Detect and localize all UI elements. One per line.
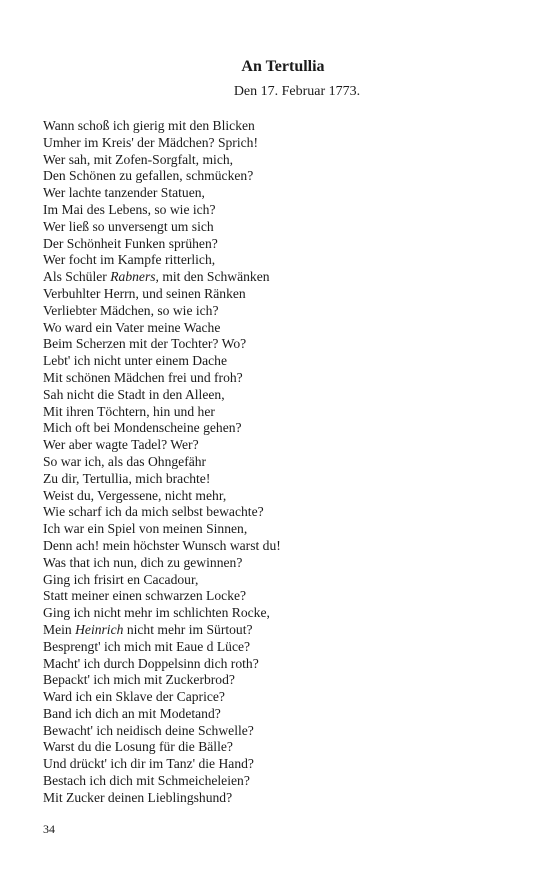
poem-line: Zu dir, Tertullia, mich brachte! (43, 470, 211, 486)
poem-line: Und drückt' ich dir im Tanz' die Hand? (43, 756, 254, 772)
poem-line: Was that ich nun, dich zu gewinnen? (43, 554, 243, 570)
poem-line: Macht' ich durch Doppelsinn dich roth? (43, 655, 259, 671)
poem-line-text: Als Schüler (43, 269, 111, 285)
poem-line: So war ich, als das Ohngefähr (43, 453, 207, 469)
poem-line-text: nicht mehr im Sürtout? (123, 621, 253, 637)
poem-line: Weist du, Vergessene, nicht mehr, (43, 487, 227, 503)
poem-line: Wie scharf ich da mich selbst bewachte? (43, 504, 264, 520)
poem-line: Ward ich ein Sklave der Caprice? (43, 689, 225, 705)
poem-line: Lebt' ich nicht unter einem Dache (43, 353, 228, 369)
poem-line: Ging ich frisirt en Cacadour, (43, 571, 199, 587)
poem-line: Ging ich nicht mehr im schlichten Rocke, (43, 605, 270, 621)
poem-line: Besprengt' ich mich mit Eaue d Lüce? (43, 638, 251, 654)
poem-line: Wer lachte tanzender Statuen, (43, 185, 205, 201)
poem-line: Warst du die Losung für die Bälle? (43, 739, 233, 755)
poem-line: Bepackt' ich mich mit Zuckerbrod? (43, 672, 235, 688)
poem-line: Wer focht im Kampfe ritterlich, (43, 252, 216, 268)
poem-title: An Tertullia (241, 58, 325, 75)
poem-line: Verliebter Mädchen, so wie ich? (43, 302, 219, 318)
poem-line-emphasis: Rabners, (110, 269, 159, 285)
poem-line: Wer aber wagte Tadel? Wer? (43, 437, 199, 453)
poem-line: Wer sah, mit Zofen-Sorgfalt, mich, (43, 151, 234, 167)
poem-line: Wann schoß ich gierig mit den Blicken (43, 118, 255, 133)
poem-date: Den 17. Februar 1773. (233, 84, 361, 99)
poem-line-text: mit den Schwänken (158, 269, 270, 285)
page-number: 34 (43, 822, 55, 836)
poem-line: Mit Zucker deinen Lieblingshund? (43, 789, 233, 805)
poem-line-text: Mein (43, 621, 76, 637)
poem-line: Mit ihren Töchtern, hin und her (43, 403, 215, 419)
poem-line: Statt meiner einen schwarzen Locke? (43, 588, 247, 604)
poem-line: Mit schönen Mädchen frei und froh? (43, 369, 243, 385)
poem-body (43, 118, 513, 807)
poem-line (43, 269, 513, 286)
poem-line: Sah nicht die Stadt in den Alleen, (43, 386, 225, 402)
poem-line: Denn ach! mein höchster Wunsch warst du! (43, 537, 281, 553)
poem-line: Ich war ein Spiel von meinen Sinnen, (43, 521, 248, 537)
poem-line: Beim Scherzen mit der Tochter? Wo? (43, 336, 247, 352)
poem-line: Den Schönen zu gefallen, schmücken? (43, 168, 254, 184)
poem-line: Bestach ich dich mit Schmeicheleien? (43, 773, 250, 789)
poem-line (43, 622, 513, 639)
poem-line-emphasis: Heinrich (75, 621, 124, 637)
poem-line: Umher im Kreis' der Mädchen? Sprich! (43, 134, 258, 150)
poem-line: Im Mai des Lebens, so wie ich? (43, 201, 216, 217)
poem-line: Wer ließ so unversengt um sich (43, 218, 214, 234)
poem-line: Wo ward ein Vater meine Wache (43, 319, 221, 335)
poem-line: Bewacht' ich neidisch deine Schwelle? (43, 722, 254, 738)
poem-line: Band ich dich an mit Modetand? (43, 705, 221, 721)
poem-line: Mich oft bei Mondenscheine gehen? (43, 420, 242, 436)
poem-line: Der Schönheit Funken sprühen? (43, 235, 218, 251)
poem-line: Verbuhlter Herrn, und seinen Ränken (43, 285, 246, 301)
